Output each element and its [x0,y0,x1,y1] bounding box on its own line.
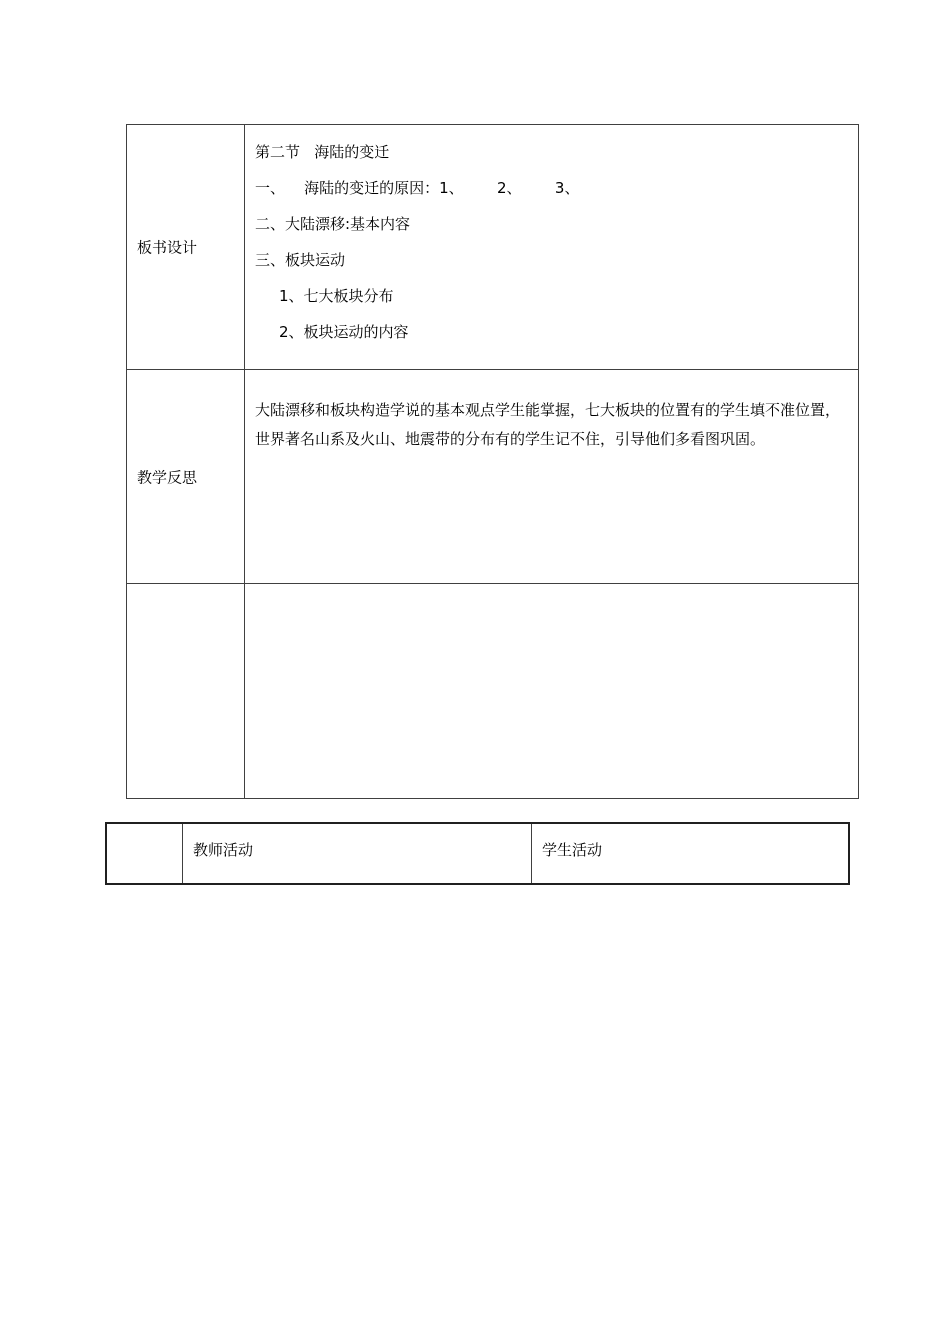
empty-row [127,584,858,798]
board-line-3-1: 1、七大板块分布 [279,287,394,305]
reflection-text: 大陆漂移和板块构造学说的基本观点学生能掌握，七大板块的位置有的学生填不准位置，世界著名山系及火山、地震带的分布有的学生记不住，引导他们多看图巩固。 [255,401,841,448]
reflection-row [127,370,858,584]
board-line-1: 一、 海陆的变迁的原因：1、 2、 3、 [255,179,580,197]
student-activity-header: 学生活动 [542,841,603,859]
board-line-title: 第二节 海陆的变迁 [255,143,390,161]
board-design-label-cell [127,125,245,369]
board-design-content [245,125,858,369]
activity-blank-cell [107,824,183,883]
reflection-label-cell [127,370,245,583]
board-design-row [127,125,858,370]
board-design-label: 板书设计 [137,238,198,257]
teacher-activity-cell [183,824,532,883]
activity-table [105,822,850,885]
empty-content [245,584,858,798]
board-line-2: 二、大陆漂移:基本内容 [255,215,411,233]
reflection-content [245,370,858,583]
board-line-3-2: 2、板块运动的内容 [279,323,409,341]
reflection-label: 教学反思 [137,468,198,486]
board-line-3: 三、板块运动 [255,251,346,269]
teacher-activity-header: 教师活动 [193,841,254,859]
empty-label-cell [127,584,245,798]
lesson-table [126,124,859,799]
student-activity-cell [532,824,848,883]
